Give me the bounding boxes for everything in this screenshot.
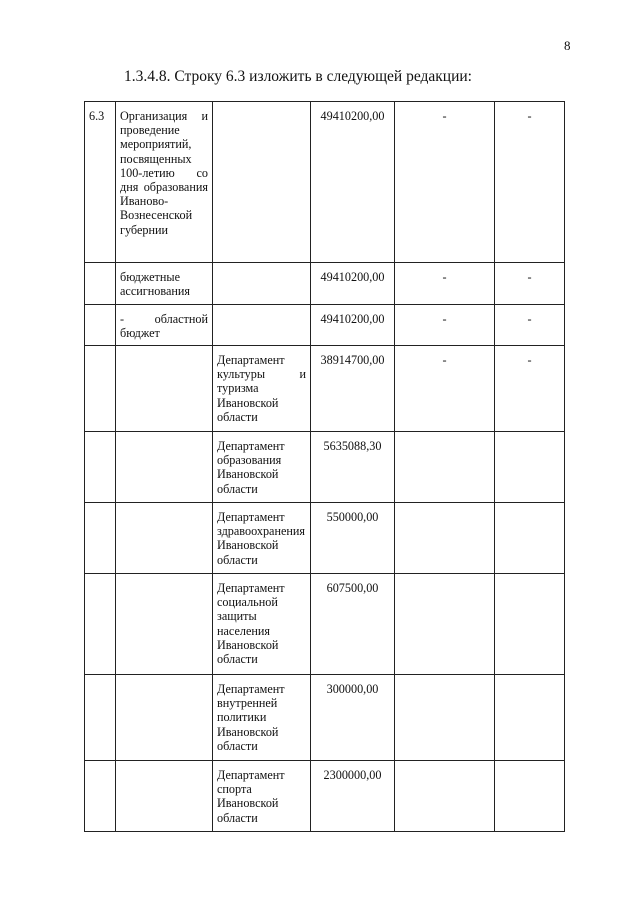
table-row	[85, 263, 565, 305]
event-name-cell	[116, 346, 213, 432]
event-name-cell	[116, 675, 213, 761]
event-name-cell	[116, 574, 213, 675]
amount-cell: 300000,00	[311, 675, 395, 761]
row-number-cell: 6.3	[85, 102, 116, 263]
row-number-cell	[85, 263, 116, 305]
amount-cell: 550000,00	[311, 503, 395, 574]
section-heading: 1.3.4.8. Строку 6.3 изложить в следующей редакции:	[124, 68, 472, 85]
executor-name: Департамент культуры и туризма Ивановской области	[217, 353, 306, 424]
year2-cell: -	[395, 346, 495, 432]
event-name-cell	[116, 503, 213, 574]
row-number-cell	[85, 503, 116, 574]
year3-cell	[495, 574, 565, 675]
row-number-cell	[85, 761, 116, 832]
year2-cell	[395, 761, 495, 832]
table-row	[85, 432, 565, 503]
row-number-cell	[85, 346, 116, 432]
year3-cell	[495, 675, 565, 761]
executor-cell	[213, 761, 311, 832]
executor-name: Департамент здравоохранения Ивановской области	[217, 510, 306, 567]
executor-cell	[213, 574, 311, 675]
amount-cell: 49410200,00	[311, 102, 395, 263]
year2-cell	[395, 432, 495, 503]
executor-cell	[213, 102, 311, 263]
executor-name: Департамент внутренней политики Ивановской области	[217, 682, 285, 753]
row-number-cell	[85, 432, 116, 503]
year2-cell: -	[395, 263, 495, 305]
table-row	[85, 675, 565, 761]
table-row	[85, 346, 565, 432]
year3-cell: -	[495, 305, 565, 346]
year3-cell: -	[495, 346, 565, 432]
table-row	[85, 574, 565, 675]
event-name-cell	[116, 263, 213, 305]
event-name-cell	[116, 432, 213, 503]
executor-name: Департамент образования Ивановской области	[217, 439, 285, 496]
amount-cell: 49410200,00	[311, 305, 395, 346]
year3-cell: -	[495, 263, 565, 305]
table-row	[85, 503, 565, 574]
event-name: - областной бюджет	[120, 312, 208, 341]
event-name-cell	[116, 305, 213, 346]
executor-cell	[213, 675, 311, 761]
executor-name: Департамент социальной защиты населения Ивановской области	[217, 581, 285, 667]
event-name: Организация и проведение мероприятий, посвященных 100-летию со дня образования Иваново-Вознесенской губернии	[120, 109, 208, 237]
row-number-cell	[85, 574, 116, 675]
page-number: 8	[564, 38, 571, 53]
executor-name: Департамент спорта Ивановской области	[217, 768, 285, 825]
year3-cell	[495, 432, 565, 503]
amount-cell: 5635088,30	[311, 432, 395, 503]
table-row	[85, 305, 565, 346]
year2-cell: -	[395, 305, 495, 346]
amount-cell: 38914700,00	[311, 346, 395, 432]
year2-cell	[395, 503, 495, 574]
event-name: бюджетные ассигнования	[120, 270, 191, 299]
amount-cell: 607500,00	[311, 574, 395, 675]
amount-cell: 49410200,00	[311, 263, 395, 305]
year2-cell	[395, 675, 495, 761]
amount-cell: 2300000,00	[311, 761, 395, 832]
budget-table	[84, 101, 565, 832]
executor-cell	[213, 263, 311, 305]
executor-cell	[213, 503, 311, 574]
executor-cell	[213, 305, 311, 346]
row-number-cell	[85, 675, 116, 761]
year3-cell	[495, 761, 565, 832]
table-row	[85, 761, 565, 832]
table-row	[85, 102, 565, 263]
year2-cell: -	[395, 102, 495, 263]
executor-cell	[213, 346, 311, 432]
event-name-cell	[116, 102, 213, 263]
year2-cell	[395, 574, 495, 675]
row-number-cell	[85, 305, 116, 346]
year3-cell	[495, 503, 565, 574]
event-name-cell	[116, 761, 213, 832]
year3-cell: -	[495, 102, 565, 263]
executor-cell	[213, 432, 311, 503]
